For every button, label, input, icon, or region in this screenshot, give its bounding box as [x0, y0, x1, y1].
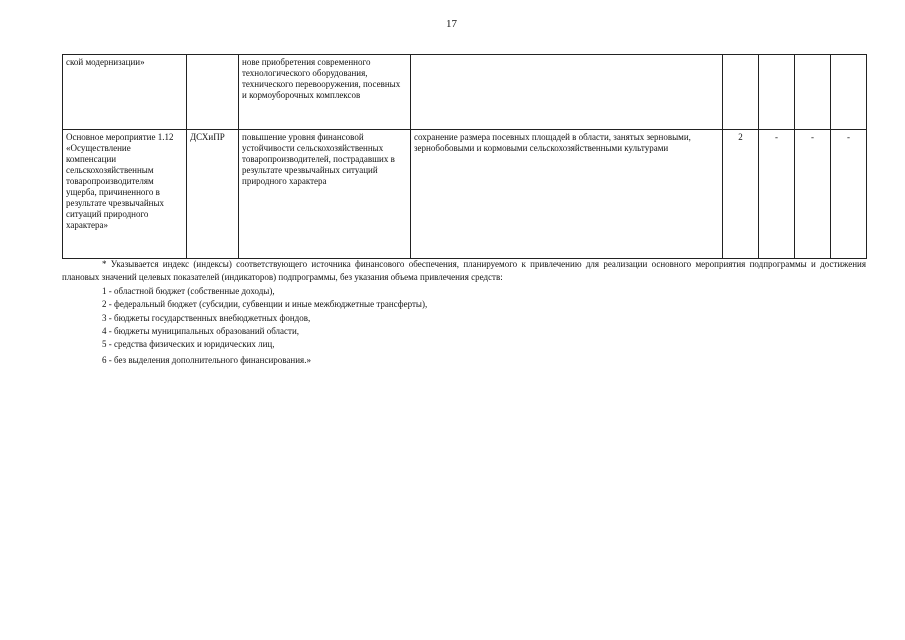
indicator-cell — [411, 55, 723, 130]
indicator-cell: сохранение размера посевных площадей в области, занятых зерновыми, зернобобовыми и кормовыми сельскохозяйственными культурами — [411, 130, 723, 259]
task-cell: нове приобретения современного технологического оборудования, технического перевооружения, посевных и кормоуборочных комплексов — [239, 55, 411, 130]
value-cell-3 — [831, 55, 867, 130]
measures-table — [62, 54, 867, 259]
measure-name-cell: Основное мероприятие 1.12 «Осуществление компенсации сельскохозяйственным товаропроизводителям ущерба, причиненного в результате чрезвычайных ситуаций природного характера» — [63, 130, 187, 259]
task-cell: повышение уровня финансовой устойчивости сельскохозяйственных товаропроизводителей, пострадавших в результате чрезвычайных ситуаций природного характера — [239, 130, 411, 259]
executor-cell — [187, 55, 239, 130]
executor-cell: ДСХиПР — [187, 130, 239, 259]
measure-name-cell: ской модернизации» — [63, 55, 187, 130]
footnote-item: 6 - без выделения дополнительного финансирования.» — [102, 354, 311, 365]
value-cell-1 — [759, 55, 795, 130]
table-row — [63, 130, 867, 259]
value-cell-2 — [795, 55, 831, 130]
funding-source-cell — [723, 55, 759, 130]
footnote-item: 5 - средства физических и юридических лиц, — [102, 339, 275, 350]
footnotes — [62, 258, 866, 367]
table-row — [63, 55, 867, 130]
footnote-item: 3 - бюджеты государственных внебюджетных фондов, — [102, 312, 311, 323]
value-cell-3: - — [831, 130, 867, 259]
footnote-intro: * Указывается индекс (индексы) соответствующего источника финансового обеспечения, планируемого к привлечению для реализации основного мероприятия подпрограммы и достижения плановых значений целевых показателей (индикаторов) подпрограммы, без указания объема привлечения средств: — [62, 259, 866, 283]
footnote-item: 4 - бюджеты муниципальных образований области, — [102, 326, 300, 337]
footnote-item: 1 - областной бюджет (собственные доходы), — [102, 285, 275, 296]
value-cell-1: - — [759, 130, 795, 259]
value-cell-2: - — [795, 130, 831, 259]
funding-source-cell: 2 — [723, 130, 759, 259]
footnote-item: 2 - федеральный бюджет (субсидии, субвенции и иные межбюджетные трансферты), — [102, 299, 428, 310]
page-number: 17 — [446, 18, 457, 30]
